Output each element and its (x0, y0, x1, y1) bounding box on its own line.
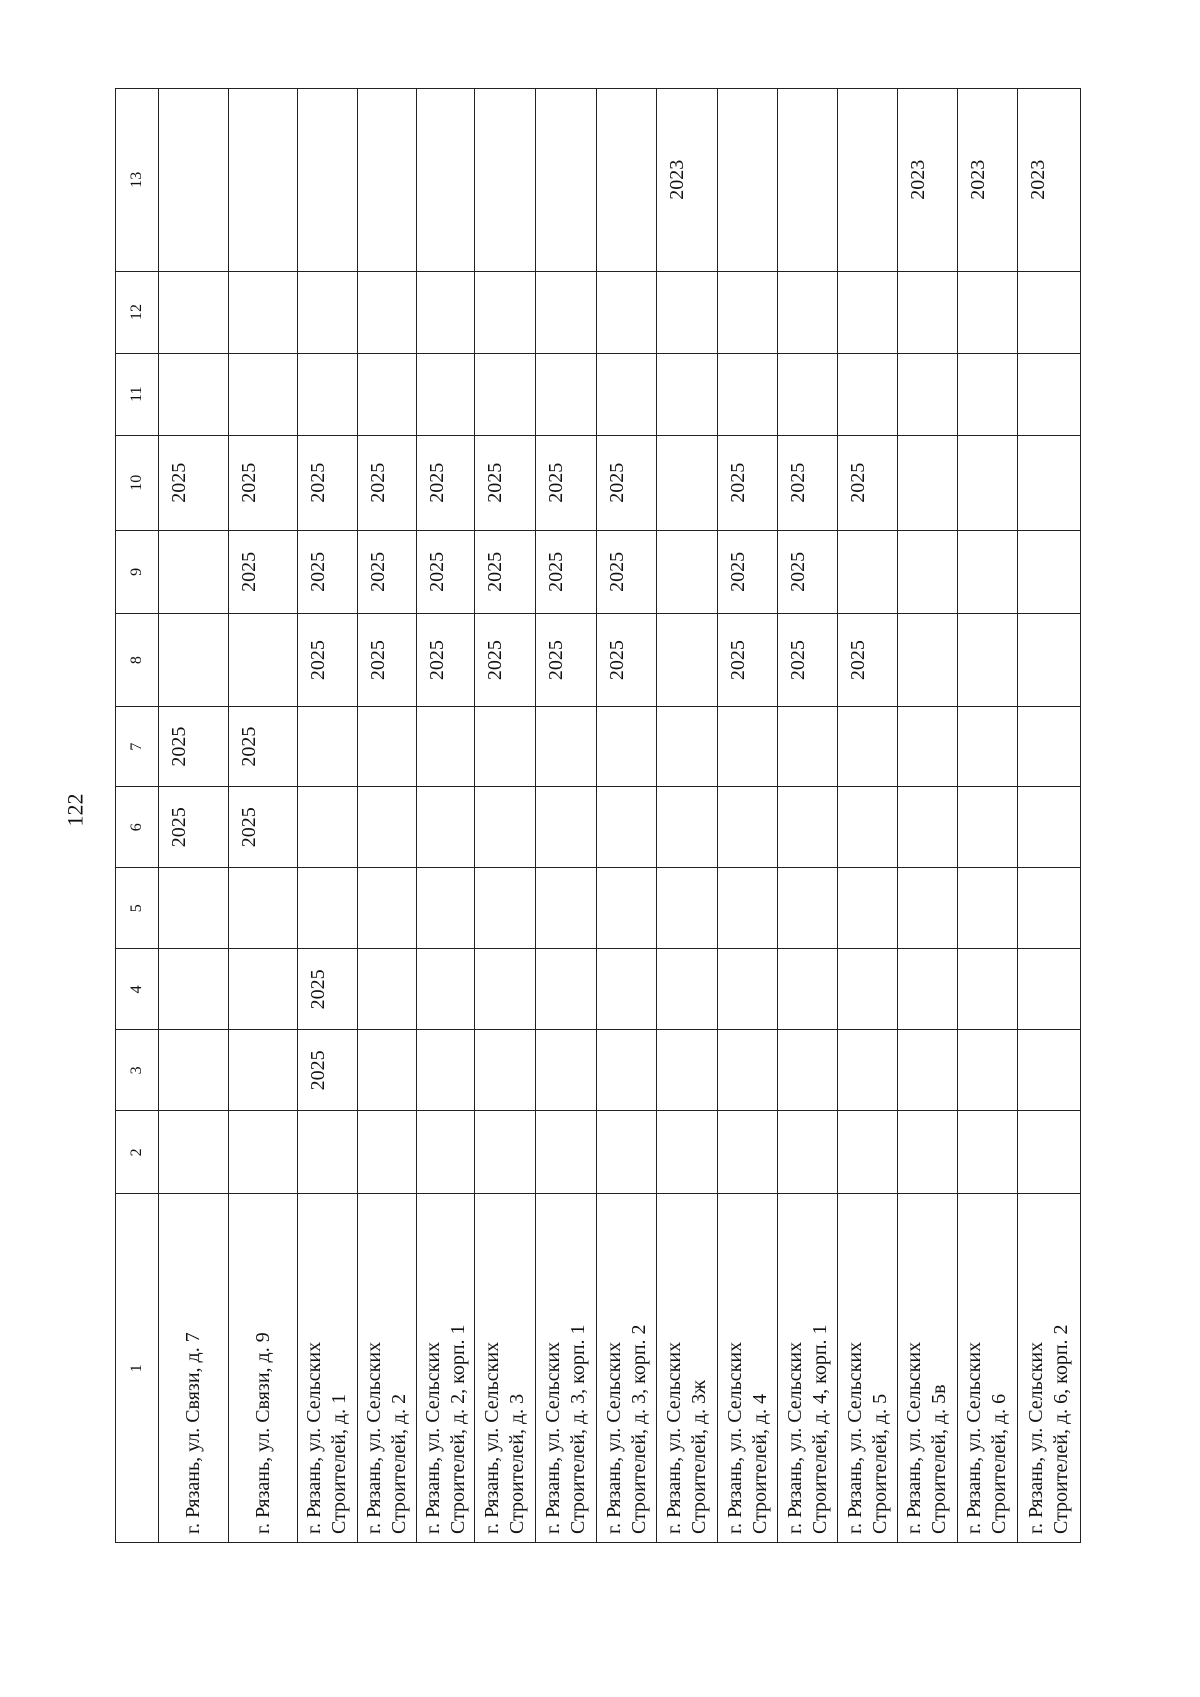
year-cell (838, 707, 898, 787)
year-cell (536, 89, 597, 272)
year-cell (657, 707, 718, 787)
address-cell (597, 1194, 657, 1543)
year-cell (416, 1111, 475, 1194)
year-cell (297, 271, 357, 353)
year-cell (1017, 1111, 1080, 1194)
year-cell (158, 271, 229, 353)
year-cell (897, 271, 957, 353)
year-cell (657, 787, 718, 868)
address-line: Строителей, д. 2, корп. 1 (446, 1324, 469, 1534)
year-cell (357, 1030, 416, 1111)
year-cell (838, 353, 898, 435)
page-number (60, 785, 90, 835)
address-cell (536, 1194, 597, 1543)
year-cell (838, 787, 898, 868)
year-cell (536, 1030, 597, 1111)
year-cell (897, 1030, 957, 1111)
year-cell (158, 1111, 229, 1194)
year-cell (416, 89, 475, 272)
year-cell (158, 868, 229, 949)
year-cell (158, 949, 229, 1030)
address-line: Строителей, д. 6 (988, 1393, 1011, 1534)
year-cell (357, 787, 416, 868)
year-cell (957, 949, 1017, 1030)
year-cell (357, 89, 416, 272)
table-row (1017, 89, 1080, 1543)
year-cell: 2025 (475, 530, 536, 613)
year-cell (718, 353, 778, 435)
address-line: Строителей, д. 3 (506, 1393, 529, 1534)
address-line: г. Рязань, ул. Сельских (663, 1341, 686, 1534)
address-line: г. Рязань, ул. Сельских (542, 1341, 565, 1534)
column-header: 11 (116, 353, 159, 435)
year-cell (1017, 787, 1080, 868)
year-cell (718, 868, 778, 949)
table-row (718, 89, 778, 1543)
address-cell (718, 1194, 778, 1543)
year-cell (297, 89, 357, 272)
year-cell (778, 787, 838, 868)
year-cell (1017, 949, 1080, 1030)
year-cell (229, 1030, 297, 1111)
year-cell (475, 787, 536, 868)
year-cell (1017, 868, 1080, 949)
address-cell (957, 1194, 1017, 1543)
year-cell (597, 1030, 657, 1111)
year-cell (297, 787, 357, 868)
year-cell (657, 868, 718, 949)
year-cell (778, 1030, 838, 1111)
year-cell (536, 353, 597, 435)
year-cell (957, 1111, 1017, 1194)
year-cell (536, 271, 597, 353)
year-cell (897, 787, 957, 868)
column-header: 4 (116, 949, 159, 1030)
table-row (778, 89, 838, 1543)
year-cell (657, 1030, 718, 1111)
year-cell: 2025 (158, 787, 229, 868)
address-line: Строителей, д. 5 (868, 1393, 891, 1534)
year-cell (957, 1030, 1017, 1111)
year-cell (597, 1111, 657, 1194)
table-row (597, 89, 657, 1543)
year-cell: 2025 (718, 530, 778, 613)
year-cell: 2025 (718, 613, 778, 706)
column-header: 12 (116, 271, 159, 353)
column-header: 7 (116, 707, 159, 787)
year-cell: 2025 (229, 707, 297, 787)
address-line: Строителей, д. 2 (387, 1393, 410, 1534)
year-cell (718, 1030, 778, 1111)
year-cell (597, 271, 657, 353)
year-cell (778, 353, 838, 435)
year-cell (416, 353, 475, 435)
year-cell (229, 89, 297, 272)
year-cell (1017, 271, 1080, 353)
address-line: г. Рязань, ул. Связи, д. 9 (251, 1332, 274, 1534)
year-cell (778, 89, 838, 272)
address-line: Строителей, д. 3ж (688, 1380, 711, 1534)
column-header: 6 (116, 787, 159, 868)
year-cell (357, 271, 416, 353)
address-cell (475, 1194, 536, 1543)
year-cell (357, 353, 416, 435)
year-cell: 2025 (597, 530, 657, 613)
address-line: г. Рязань, ул. Сельских (362, 1341, 385, 1534)
year-cell (957, 353, 1017, 435)
year-cell (1017, 353, 1080, 435)
year-cell: 2025 (229, 530, 297, 613)
year-cell (897, 353, 957, 435)
year-cell: 2025 (158, 707, 229, 787)
year-cell (357, 707, 416, 787)
year-cell: 2025 (297, 1030, 357, 1111)
year-cell (657, 613, 718, 706)
year-cell (297, 707, 357, 787)
year-cell (838, 868, 898, 949)
year-cell (475, 949, 536, 1030)
address-line: Строителей, д. 1 (328, 1393, 351, 1534)
address-line: г. Рязань, ул. Сельских (963, 1341, 986, 1534)
year-cell: 2025 (158, 435, 229, 530)
address-line: Строителей, д. 3, корп. 1 (567, 1324, 590, 1534)
year-cell: 2025 (229, 435, 297, 530)
year-cell (838, 1111, 898, 1194)
year-cell (297, 868, 357, 949)
address-line: г. Рязань, ул. Сельских (481, 1341, 504, 1534)
year-cell (1017, 435, 1080, 530)
table-row (416, 89, 475, 1543)
page-number-text: 122 (62, 793, 87, 827)
year-cell (778, 868, 838, 949)
address-line: г. Рязань, ул. Сельских (421, 1341, 444, 1534)
schedule-table (115, 88, 1081, 1543)
year-cell (357, 1111, 416, 1194)
address-cell (838, 1194, 898, 1543)
year-cell: 2025 (778, 530, 838, 613)
year-cell: 2025 (357, 435, 416, 530)
address-line: г. Рязань, ул. Сельских (1024, 1341, 1047, 1534)
column-header: 9 (116, 530, 159, 613)
table-row (475, 89, 536, 1543)
address-line: г. Рязань, ул. Сельских (783, 1341, 806, 1534)
year-cell: 2025 (838, 435, 898, 530)
table-row (536, 89, 597, 1543)
address-cell (158, 1194, 229, 1543)
year-cell (897, 1111, 957, 1194)
year-cell (657, 353, 718, 435)
year-cell (597, 707, 657, 787)
year-cell: 2025 (297, 530, 357, 613)
year-cell: 2025 (416, 435, 475, 530)
address-line: г. Рязань, ул. Сельских (723, 1341, 746, 1534)
year-cell (657, 949, 718, 1030)
column-header: 8 (116, 613, 159, 706)
table-row (357, 89, 416, 1543)
column-header: 1 (116, 1194, 159, 1543)
year-cell (657, 271, 718, 353)
year-cell (597, 868, 657, 949)
address-line: Строителей, д. 6, корп. 2 (1049, 1324, 1072, 1534)
year-cell (229, 868, 297, 949)
year-cell (718, 271, 778, 353)
year-cell (416, 949, 475, 1030)
year-cell: 2023 (897, 89, 957, 272)
year-cell (357, 949, 416, 1030)
year-cell: 2023 (657, 89, 718, 272)
address-cell (297, 1194, 357, 1543)
year-cell: 2025 (475, 435, 536, 530)
header-row (116, 89, 159, 1543)
table-row (229, 89, 297, 1543)
year-cell: 2025 (597, 613, 657, 706)
year-cell (718, 707, 778, 787)
column-header: 10 (116, 435, 159, 530)
year-cell (1017, 530, 1080, 613)
year-cell (475, 89, 536, 272)
year-cell (416, 787, 475, 868)
address-line: Строителей, д. 4, корп. 1 (808, 1324, 831, 1534)
year-cell (897, 530, 957, 613)
address-cell (1017, 1194, 1080, 1543)
table-row (297, 89, 357, 1543)
year-cell (158, 530, 229, 613)
address-cell (897, 1194, 957, 1543)
address-cell (657, 1194, 718, 1543)
year-cell (475, 707, 536, 787)
year-cell (957, 707, 1017, 787)
year-cell: 2025 (416, 613, 475, 706)
year-cell (1017, 613, 1080, 706)
year-cell (536, 868, 597, 949)
year-cell (838, 949, 898, 1030)
year-cell (229, 271, 297, 353)
year-cell (597, 949, 657, 1030)
year-cell (158, 89, 229, 272)
year-cell (838, 89, 898, 272)
year-cell (778, 949, 838, 1030)
year-cell (718, 89, 778, 272)
table-row (657, 89, 718, 1543)
year-cell: 2025 (416, 530, 475, 613)
year-cell (475, 1111, 536, 1194)
year-cell: 2025 (597, 435, 657, 530)
year-cell: 2025 (297, 613, 357, 706)
year-cell: 2025 (475, 613, 536, 706)
year-cell: 2025 (718, 435, 778, 530)
year-cell (158, 1030, 229, 1111)
year-cell: 2025 (536, 530, 597, 613)
year-cell (1017, 1030, 1080, 1111)
column-header: 13 (116, 89, 159, 272)
table-row (838, 89, 898, 1543)
year-cell (897, 949, 957, 1030)
address-line: Строителей, д. 4 (748, 1393, 771, 1534)
year-cell (897, 868, 957, 949)
year-cell: 2025 (838, 613, 898, 706)
year-cell (778, 271, 838, 353)
year-cell (957, 613, 1017, 706)
year-cell (229, 949, 297, 1030)
year-cell (957, 530, 1017, 613)
year-cell (838, 530, 898, 613)
column-header: 5 (116, 868, 159, 949)
address-line: Строителей, д. 3, корп. 2 (627, 1324, 650, 1534)
year-cell (536, 787, 597, 868)
year-cell: 2025 (297, 949, 357, 1030)
year-cell (657, 1111, 718, 1194)
year-cell (838, 271, 898, 353)
address-line: Строителей, д. 5в (928, 1384, 951, 1534)
year-cell (416, 1030, 475, 1111)
year-cell (475, 1030, 536, 1111)
address-line: г. Рязань, ул. Сельских (903, 1341, 926, 1534)
year-cell (957, 271, 1017, 353)
year-cell: 2025 (357, 613, 416, 706)
table-row (957, 89, 1017, 1543)
table-row (897, 89, 957, 1543)
year-cell (229, 1111, 297, 1194)
table-row (158, 89, 229, 1543)
year-cell (158, 613, 229, 706)
year-cell (357, 868, 416, 949)
year-cell (957, 868, 1017, 949)
year-cell (416, 868, 475, 949)
year-cell: 2025 (297, 435, 357, 530)
year-cell (229, 613, 297, 706)
year-cell (778, 1111, 838, 1194)
column-header: 3 (116, 1030, 159, 1111)
year-cell (597, 787, 657, 868)
year-cell (1017, 707, 1080, 787)
year-cell (957, 787, 1017, 868)
year-cell (229, 353, 297, 435)
table-body (116, 89, 1081, 1543)
year-cell (416, 707, 475, 787)
address-line: г. Рязань, ул. Сельских (303, 1341, 326, 1534)
year-cell (897, 435, 957, 530)
address-line: г. Рязань, ул. Сельских (843, 1341, 866, 1534)
year-cell (158, 353, 229, 435)
year-cell: 2025 (778, 613, 838, 706)
year-cell (536, 1111, 597, 1194)
year-cell (475, 271, 536, 353)
year-cell (536, 707, 597, 787)
year-cell (657, 530, 718, 613)
year-cell (297, 353, 357, 435)
address-line: г. Рязань, ул. Связи, д. 7 (182, 1332, 205, 1534)
address-cell (416, 1194, 475, 1543)
year-cell: 2025 (229, 787, 297, 868)
address-cell (229, 1194, 297, 1543)
column-header: 2 (116, 1111, 159, 1194)
address-cell (778, 1194, 838, 1543)
year-cell (897, 707, 957, 787)
year-cell (657, 435, 718, 530)
year-cell (597, 353, 657, 435)
year-cell (475, 868, 536, 949)
year-cell (718, 949, 778, 1030)
year-cell (297, 1111, 357, 1194)
year-cell: 2025 (536, 435, 597, 530)
year-cell (536, 949, 597, 1030)
year-cell: 2025 (778, 435, 838, 530)
address-line: г. Рязань, ул. Сельских (602, 1341, 625, 1534)
year-cell (416, 271, 475, 353)
year-cell: 2025 (536, 613, 597, 706)
year-cell (838, 1030, 898, 1111)
schedule-table-wrapper (115, 88, 1081, 1543)
year-cell: 2025 (357, 530, 416, 613)
address-cell (357, 1194, 416, 1543)
year-cell (475, 353, 536, 435)
year-cell (597, 89, 657, 272)
year-cell: 2023 (1017, 89, 1080, 272)
year-cell (718, 1111, 778, 1194)
year-cell: 2023 (957, 89, 1017, 272)
year-cell (718, 787, 778, 868)
year-cell (897, 613, 957, 706)
year-cell (957, 435, 1017, 530)
year-cell (778, 707, 838, 787)
